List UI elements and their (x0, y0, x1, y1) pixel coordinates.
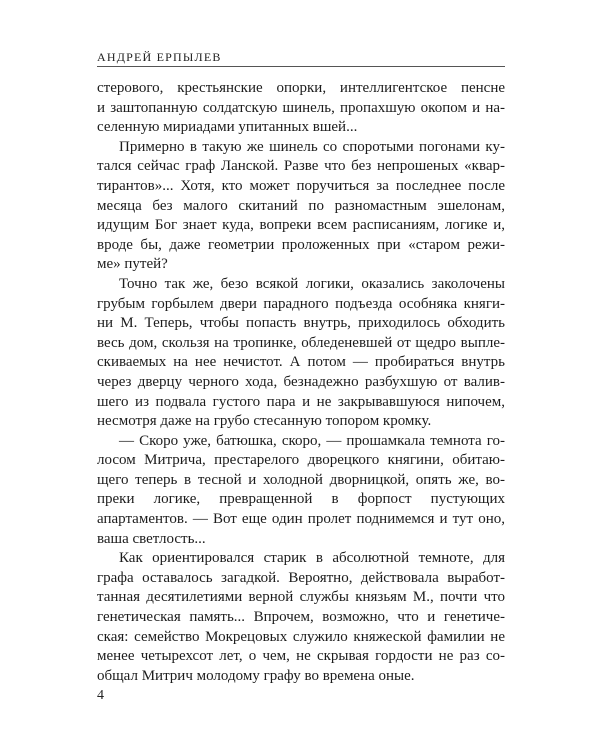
paragraph-line: Примерно в такую же шинель со споротыми погонами ку- (119, 138, 505, 155)
paragraph-line: несмотря даже на грубо стесанную топором кромку. (97, 413, 432, 430)
paragraph-line: преки логике, превращенной в форпост пустующих (97, 491, 505, 508)
running-head-author: АНДРЕЙ ЕРПЫЛЕВ (97, 50, 222, 64)
paragraph-line: шего из подвала густого пара и не закрывавшуюся нипочем, (97, 393, 505, 410)
paragraph-line: менее четырехсот лет, о чем, не скрывая гордости не раз со- (97, 648, 505, 665)
paragraph-line: щего теперь в тесной и холодной дворницкой, опять же, во- (97, 471, 505, 488)
paragraph-line: тался сейчас граф Ланской. Разве что без непрошеных «квар- (97, 158, 505, 175)
paragraph-line: лосом Митрича, престарелого дворецкого княгини, обитаю- (97, 452, 505, 469)
paragraph-line: идущим Бог знает куда, вопреки всем расписаниям, логике и, (97, 217, 505, 234)
paragraph-line: Точно так же, безо всякой логики, оказались заколочены (119, 275, 505, 292)
page-number: 4 (97, 688, 104, 703)
paragraph-line: и заштопанную солдатскую шинель, пропахшую окопом и на- (97, 99, 505, 116)
paragraph-line: — Скоро уже, батюшка, скоро, — прошамкала темнота го- (119, 432, 505, 449)
paragraph-line: общал Митрич молодому графу во времена оные. (97, 667, 415, 684)
paragraph-line: ни М. Теперь, чтобы попасть внутрь, приходилось обходить (97, 315, 505, 332)
paragraph-line: стерового, крестьянские опорки, интеллигентское пенсне (97, 80, 505, 96)
paragraph-line: ская: семейство Мокрецовых служило княжеской фамилии не (97, 628, 505, 645)
paragraph-line: через дверцу черного хода, безнадежно разбухшую от валив- (97, 373, 505, 390)
header-rule (97, 66, 505, 67)
paragraph-line: Как ориентировался старик в абсолютной темноте, для (119, 550, 505, 567)
paragraph-line: месяца без малого скитаний по разномастным эшелонам, (97, 197, 505, 214)
body-text (97, 79, 505, 686)
paragraph-line: графа оставалось загадкой. Вероятно, действовала выработ- (97, 569, 505, 586)
paragraph-line: грубым горбылем двери парадного подъезда особняка княги- (97, 295, 505, 312)
paragraph-line: апартаментов. — Вот еще один пролет поднимемся и тут оно, (97, 511, 505, 528)
paragraph-line: вроде бы, даже геометрии проложенных при «старом режи- (97, 236, 505, 253)
paragraph-line: танная десятилетиями верной службы князьям М., почти что (97, 589, 505, 606)
paragraph-line: селенную мириадами упитанных вшей... (97, 119, 358, 136)
paragraph-line: весь дом, скользя на тропинке, обледеневшей от щедро выпле- (97, 334, 505, 351)
paragraph-line: тирантов»... Хотя, кто может поручиться за последнее после (97, 177, 505, 194)
paragraph-line: скиваемых на нее нечистот. А потом — пробираться внутрь (97, 354, 505, 371)
paragraph-line: генетическая память... Впрочем, возможно, что и генетиче- (97, 609, 505, 626)
paragraph-line: ме» путей? (97, 256, 168, 273)
paragraph-line: ваша светлость... (97, 530, 206, 547)
